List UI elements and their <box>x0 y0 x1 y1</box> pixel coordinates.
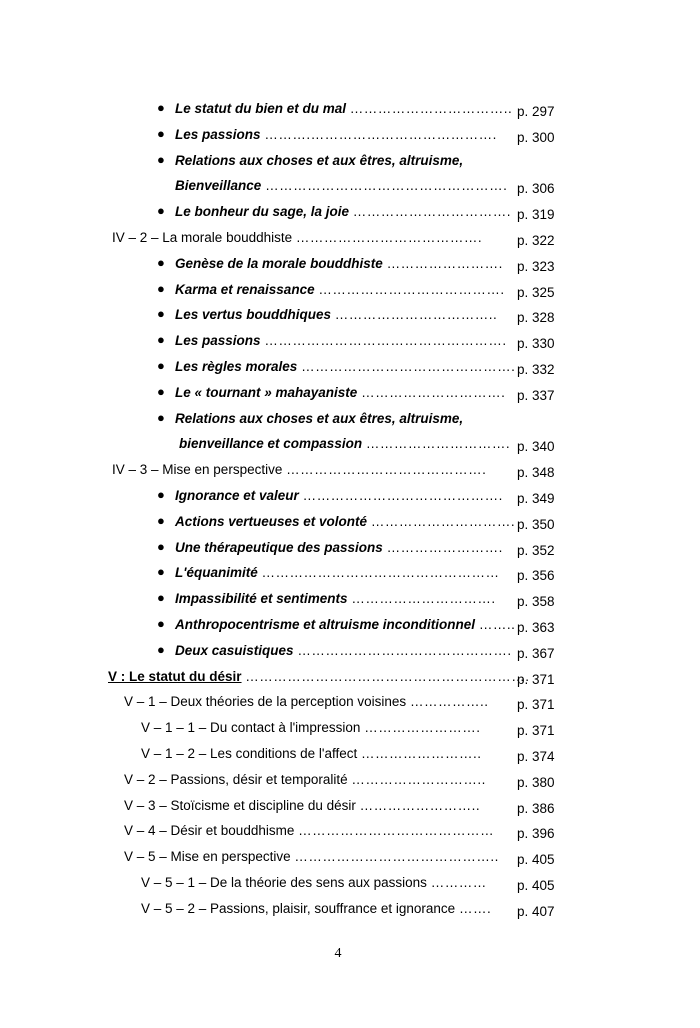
toc-entry <box>0 328 700 354</box>
toc-entry-title: V – 5 – Mise en perspective <box>124 849 291 865</box>
toc-entry <box>0 767 700 793</box>
toc-entry-title: Les vertus bouddhiques <box>175 307 332 323</box>
toc-entry <box>0 638 700 664</box>
toc-entry-page: p. 396 <box>517 826 555 842</box>
bullet-icon: ● <box>157 357 165 373</box>
toc-entry-page: p. 323 <box>517 258 555 274</box>
bullet-icon: ● <box>157 383 165 399</box>
toc-entry-page: p. 322 <box>517 232 555 248</box>
toc-entry <box>0 793 700 819</box>
toc-entry-page: p. 386 <box>517 800 555 816</box>
toc-entry <box>0 251 700 277</box>
toc-entry <box>0 612 700 638</box>
toc-entry-page: p. 367 <box>517 645 555 661</box>
bullet-icon: ● <box>157 615 165 631</box>
toc-entry-title: Une thérapeutique des passions <box>175 539 383 555</box>
toc-leader-dots: …………………………………. <box>318 281 505 297</box>
table-of-contents <box>0 96 700 922</box>
toc-entry <box>0 483 700 509</box>
toc-entry <box>0 354 700 380</box>
toc-leader-dots: ……………………………………………. <box>264 333 507 349</box>
toc-entry-title: Bienveillance <box>175 178 262 194</box>
toc-entry-title: Deux casuistiques <box>175 642 294 658</box>
toc-entry <box>0 199 700 225</box>
toc-entry-title: Relations aux choses et aux êtres, altruisme, <box>175 410 464 426</box>
toc-leader-dots: ………………………………………. <box>297 642 512 658</box>
toc-entry <box>0 535 700 561</box>
toc-leader-dots: ……………………………. <box>352 204 512 220</box>
bullet-icon: ● <box>157 641 165 657</box>
toc-entry-title: Genèse de la morale bouddhiste <box>175 255 383 271</box>
toc-entry-page: p. 352 <box>517 542 555 558</box>
toc-leader-dots: …………………………….. <box>334 307 498 323</box>
toc-entry <box>0 406 700 432</box>
toc-entry <box>0 457 700 483</box>
toc-entry <box>0 302 700 328</box>
toc-entry-page: p. 319 <box>517 207 555 223</box>
toc-entry-page: p. 405 <box>517 877 555 893</box>
toc-leader-dots: …………………………………………… <box>261 565 500 581</box>
toc-entry-page: p. 328 <box>517 310 555 326</box>
toc-entry <box>0 586 700 612</box>
toc-entry <box>0 818 700 844</box>
toc-entry-title: L'équanimité <box>175 565 258 581</box>
toc-entry-title: V – 5 – 2 – Passions, plaisir, souffrance et ignorance <box>141 900 456 916</box>
bullet-icon: ● <box>157 538 165 554</box>
toc-entry-title: V – 5 – 1 – De la théorie des sens aux passions <box>141 874 427 890</box>
toc-entry-page: p. 297 <box>517 104 555 119</box>
toc-entry-page: p. 325 <box>517 284 555 300</box>
toc-entry-page: p. 363 <box>517 619 555 635</box>
bullet-icon: ● <box>157 203 165 219</box>
toc-entry-page: p. 358 <box>517 594 555 610</box>
toc-leader-dots: …………………………. <box>365 436 511 452</box>
toc-entry-page: p. 348 <box>517 465 555 481</box>
toc-entry <box>0 741 700 767</box>
toc-leader-dots: ……….…………………………………. <box>264 126 497 142</box>
toc-entry-title: bienveillance et compassion <box>179 436 363 452</box>
toc-entry <box>0 560 700 586</box>
toc-entry-title: V – 3 – Stoïcisme et discipline du désir <box>124 797 356 813</box>
toc-entry-title: V – 1 – Deux théories de la perception voisines <box>124 694 407 710</box>
toc-entry <box>0 225 700 251</box>
toc-leader-dots: …………………………. <box>370 513 516 529</box>
toc-entry-title: V – 1 – 2 – Les conditions de l'affect <box>141 745 358 761</box>
toc-leader-dots: ……………………. <box>386 255 503 271</box>
toc-entry-title: Anthropocentrisme et altruisme inconditionnel <box>175 616 476 632</box>
toc-entry-page: p. 349 <box>517 490 555 506</box>
bullet-icon: ● <box>157 512 165 528</box>
bullet-icon: ● <box>157 125 165 141</box>
toc-entry-title: Le « tournant » mahayaniste <box>175 384 358 400</box>
toc-entry-title: Actions vertueuses et volonté <box>175 513 368 529</box>
toc-entry-title: IV – 2 – La morale bouddhiste <box>112 229 293 245</box>
toc-entry-title: Les passions <box>175 333 261 349</box>
toc-entry-title: Les passions <box>175 126 261 142</box>
toc-entry <box>0 844 700 870</box>
toc-entry <box>0 277 700 303</box>
toc-entry-page: p. 356 <box>517 568 555 584</box>
bullet-icon: ● <box>157 151 165 167</box>
toc-entry-page: p. 340 <box>517 439 555 455</box>
toc-entry <box>0 896 700 922</box>
toc-entry-title: Le bonheur du sage, la joie <box>175 204 350 220</box>
toc-leader-dots: …………………………. <box>351 591 496 607</box>
toc-entry <box>0 173 700 199</box>
toc-entry-title: Ignorance et valeur <box>175 487 299 503</box>
toc-leader-dots: …….. <box>478 616 516 632</box>
toc-entry <box>0 509 700 535</box>
toc-leader-dots: ……………………………………………………. <box>245 668 530 684</box>
toc-leader-dots: ……………………. <box>386 539 503 555</box>
toc-leader-dots: ……. <box>458 900 492 916</box>
toc-entry-page: p. 306 <box>517 181 555 197</box>
bullet-icon: ● <box>157 280 165 296</box>
toc-entry-title: Relations aux choses et aux êtres, altruisme, <box>175 152 464 168</box>
toc-entry-title: V : Le statut du désir <box>108 668 242 684</box>
toc-entry-page: p. 407 <box>517 903 555 919</box>
bullet-icon: ● <box>157 590 165 606</box>
toc-leader-dots: …………………………. <box>361 384 506 400</box>
toc-leader-dots: …………………………………. <box>295 229 483 245</box>
bullet-icon: ● <box>157 332 165 348</box>
toc-entry-page: p. 371 <box>517 697 555 713</box>
toc-chapter-heading <box>0 664 700 690</box>
toc-entry-title: Le statut du bien et du mal <box>175 101 347 116</box>
toc-entry-page: p. 300 <box>517 129 555 145</box>
toc-entry-title: V – 1 – 1 – Du contact à l'impression <box>141 720 361 736</box>
toc-leader-dots: ……………………………………. <box>302 487 503 503</box>
toc-entry-page: p. 350 <box>517 516 555 532</box>
toc-entry <box>0 122 700 148</box>
toc-leader-dots: ……………………….. <box>351 771 486 787</box>
toc-entry-title: IV – 3 – Mise en perspective <box>112 462 283 478</box>
toc-entry <box>0 96 700 122</box>
toc-leader-dots: …………………………….. <box>349 101 513 116</box>
toc-leader-dots: …………………………………… <box>298 823 495 839</box>
bullet-icon: ● <box>157 254 165 270</box>
toc-entry-title: Impassibilité et sentiments <box>175 591 348 607</box>
toc-entry-title: V – 2 – Passions, désir et temporalité <box>124 771 348 787</box>
toc-leader-dots: …………….. <box>409 694 489 710</box>
toc-leader-dots: ……………………………………………. <box>265 178 508 194</box>
toc-entry-title: Les règles morales <box>175 358 298 374</box>
bullet-icon: ● <box>157 486 165 502</box>
toc-entry <box>0 689 700 715</box>
toc-entry-title: V – 4 – Désir et bouddhisme <box>124 823 295 839</box>
toc-entry-page: p. 332 <box>517 361 555 377</box>
bullet-icon: ● <box>157 100 165 115</box>
toc-leader-dots: ………… <box>430 874 487 890</box>
bullet-icon: ● <box>157 409 165 425</box>
toc-entry-page: p. 371 <box>517 723 555 739</box>
toc-entry-page: p. 374 <box>517 748 555 764</box>
toc-entry-page: p. 405 <box>517 852 555 868</box>
toc-entry <box>0 380 700 406</box>
toc-leader-dots: ……………………………………. <box>286 462 487 478</box>
toc-leader-dots: …………………….. <box>361 745 482 761</box>
toc-entry-title: Karma et renaissance <box>175 281 315 297</box>
toc-leader-dots: …………………….. <box>359 797 481 813</box>
toc-entry <box>0 148 700 174</box>
page-number: 4 <box>334 946 342 961</box>
toc-entry-page: p. 380 <box>517 774 555 790</box>
toc-leader-dots: ……………………. <box>364 720 481 736</box>
toc-entry-page: p. 330 <box>517 336 555 352</box>
toc-entry-page: p. 371 <box>517 671 555 687</box>
bullet-icon: ● <box>157 564 165 580</box>
toc-leader-dots: …………………………………….. <box>294 849 499 865</box>
toc-leader-dots: ………………………………………. <box>301 358 516 374</box>
toc-entry <box>0 715 700 741</box>
toc-entry-page: p. 337 <box>517 387 555 403</box>
toc-entry <box>0 870 700 896</box>
toc-entry <box>0 431 700 457</box>
bullet-icon: ● <box>157 306 165 322</box>
